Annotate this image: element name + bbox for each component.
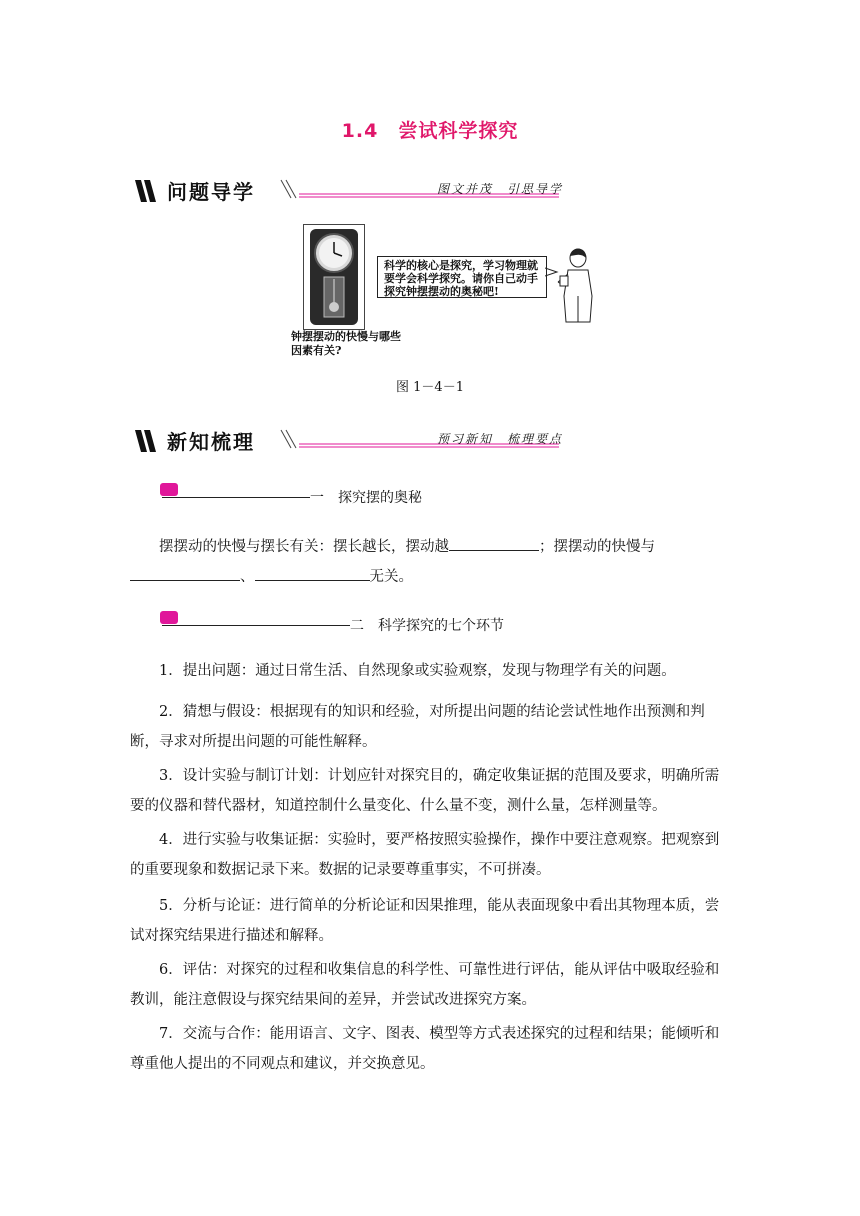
banner-label: 新知梳理 [167, 430, 255, 454]
page-title [0, 116, 860, 143]
step-6: 6．评估：对探究的过程和收集信息的科学性、可靠性进行评估，能从评估中吸取经验和教训，能注意假设与探究结果间的差异，并尝试改进探究方案。 [130, 962, 720, 1008]
figure-caption: 图 1－4－1 [396, 380, 464, 395]
section-title: 尝试科学探究 [398, 120, 519, 142]
kp1-line1-a: 摆摆动的快慢与摆长有关：摆长越长，摆动越 [159, 539, 449, 555]
banner-problem-guide [133, 176, 563, 210]
kp1-sep: 、 [240, 569, 255, 585]
kp1-line2-end: 无关。 [369, 569, 413, 585]
kp-heading: 一 探究摆的奥秘 [310, 490, 422, 506]
kp-marker-icon [160, 483, 178, 496]
clock-caption: 钟摆摆动的快慢与哪些因素有关? [291, 330, 401, 357]
banner-subtitle: 预习新知 梳理要点 [436, 432, 563, 446]
section-number: 1.4 [341, 120, 379, 142]
step-3: 3．设计实验与制订计划：计划应针对探究目的，确定收集证据的范围及要求，明确所需要的仪器和替代器材，知道控制什么量变化、什么量不变，测什么量，怎样测量等。 [130, 768, 720, 814]
banner-subtitle: 图文并茂 引思导学 [436, 182, 563, 196]
answer-blank-1[interactable] [449, 532, 539, 551]
kp1-line1-b: ；摆摆动的快慢与 [539, 539, 655, 555]
knowledge-point-2 [160, 611, 520, 633]
answer-blank-3[interactable] [255, 562, 370, 581]
knowledge-point-1 [160, 483, 460, 505]
banner-label: 问题导学 [167, 180, 255, 204]
step-2: 2．猜想与假设：根据现有的知识和经验，对所提出问题的结论尝试性地作出预测和判断，寻求对所提出问题的可能性解释。 [130, 704, 705, 750]
step-7: 7．交流与合作：能用语言、文字、图表、模型等方式表述探究的过程和结果；能倾听和尊重他人提出的不同观点和建议，并交换意见。 [130, 1026, 720, 1072]
answer-blank-2[interactable] [130, 562, 240, 581]
step-1: 1．提出问题：通过日常生活、自然现象或实验观察，发现与物理学有关的问题。 [159, 663, 676, 679]
speech-bubble: 科学的核心是探究，学习物理就要学会科学探究。请你自己动手探究钟摆摆动的奥秘吧! [377, 256, 547, 298]
kp-rule [162, 497, 310, 498]
banner-stripes-icon [133, 176, 165, 206]
kp-marker-icon [160, 611, 178, 624]
banner-new-knowledge [133, 426, 563, 460]
kp-heading: 二 科学探究的七个环节 [350, 618, 504, 634]
clock-image [303, 224, 365, 330]
step-5: 5．分析与论证：进行简单的分析论证和因果推理，能从表面现象中看出其物理本质，尝试对探究结果进行描述和解释。 [130, 898, 720, 944]
banner-stripes-icon [133, 426, 165, 456]
teacher-icon [552, 246, 600, 326]
kp-rule [162, 625, 350, 626]
kp1-paragraph [130, 532, 730, 592]
pendulum-clock-icon [304, 225, 364, 329]
step-4: 4．进行实验与收集证据：实验时，要严格按照实验操作，操作中要注意观察。把观察到的重要现象和数据记录下来。数据的记录要尊重事实，不可拼凑。 [130, 832, 720, 878]
